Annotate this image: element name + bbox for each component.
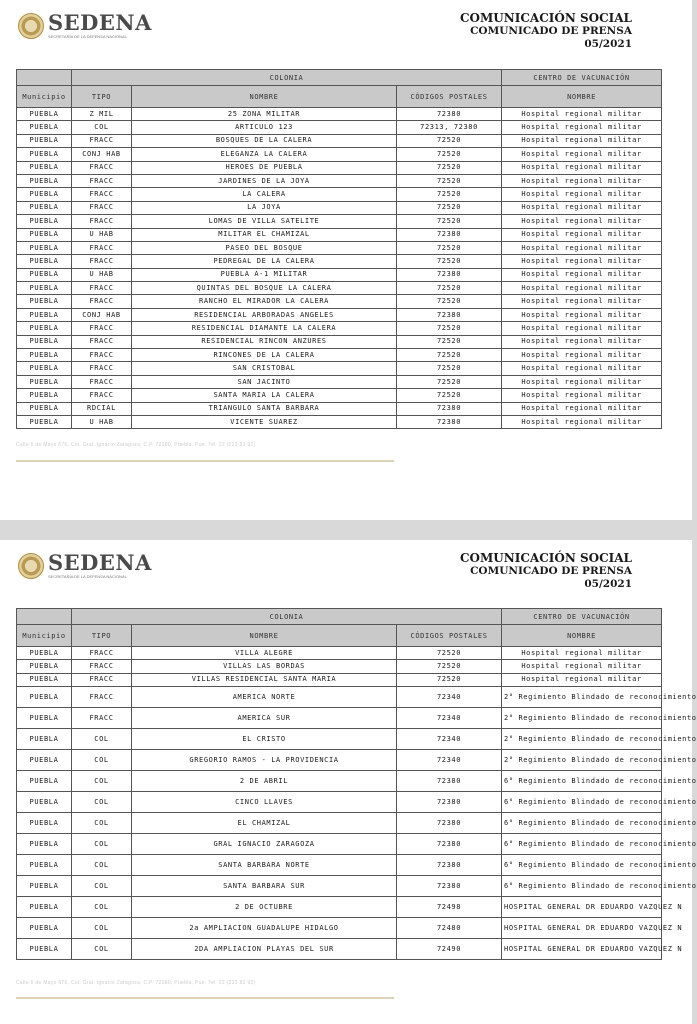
table-row bbox=[17, 673, 662, 686]
municipio-cell: PUEBLA bbox=[17, 161, 72, 174]
tipo-cell: COL bbox=[72, 729, 132, 750]
municipio-cell: PUEBLA bbox=[17, 188, 72, 201]
cp-cell: 72380 bbox=[397, 792, 502, 813]
footer-divider bbox=[16, 997, 394, 999]
header-line-2: COMUNICADO DE PRENSA bbox=[470, 565, 632, 577]
nombre-cell: PASEO DEL BOSQUE bbox=[132, 241, 397, 254]
sedena-logo bbox=[18, 552, 152, 579]
centro-cell: Hospital regional militar bbox=[502, 389, 662, 402]
tipo-cell: FRACC bbox=[72, 295, 132, 308]
table-row bbox=[17, 201, 662, 214]
tipo-cell: RDCIAL bbox=[72, 402, 132, 415]
nombre-cell: RESIDENCIAL DIAMANTE LA CALERA bbox=[132, 322, 397, 335]
tipo-cell: COL bbox=[72, 918, 132, 939]
table-row bbox=[17, 308, 662, 321]
tipo-cell: Z MIL bbox=[72, 108, 132, 121]
nombre-cell: SAN CRISTOBAL bbox=[132, 362, 397, 375]
table-row bbox=[17, 215, 662, 228]
tipo-cell: FRACC bbox=[72, 389, 132, 402]
cp-cell: 72520 bbox=[397, 295, 502, 308]
tipo-cell: COL bbox=[72, 834, 132, 855]
tipo-cell: CONJ HAB bbox=[72, 148, 132, 161]
centro-cell: Hospital regional militar bbox=[502, 134, 662, 147]
tipo-cell: CONJ HAB bbox=[72, 308, 132, 321]
tipo-cell: FRACC bbox=[72, 188, 132, 201]
header-blank bbox=[17, 70, 72, 86]
sedena-logo bbox=[18, 12, 152, 39]
nombre-cell: LA CALERA bbox=[132, 188, 397, 201]
centro-cell: 6° Regimiento Blindado de reconocimiento bbox=[502, 876, 662, 897]
nombre-cell: VILLAS RESIDENCIAL SANTA MARIA bbox=[132, 673, 397, 686]
cp-cell: 72380 bbox=[397, 855, 502, 876]
cp-cell: 72520 bbox=[397, 148, 502, 161]
cp-cell: 72520 bbox=[397, 362, 502, 375]
table-row bbox=[17, 335, 662, 348]
municipio-cell: PUEBLA bbox=[17, 792, 72, 813]
municipio-cell: PUEBLA bbox=[17, 855, 72, 876]
header-centro-nombre: NOMBRE bbox=[502, 625, 662, 647]
municipio-cell: PUEBLA bbox=[17, 708, 72, 729]
table-row bbox=[17, 939, 662, 960]
centro-cell: Hospital regional militar bbox=[502, 161, 662, 174]
municipio-cell: PUEBLA bbox=[17, 268, 72, 281]
cp-cell: 72520 bbox=[397, 134, 502, 147]
centro-cell: Hospital regional militar bbox=[502, 295, 662, 308]
cp-cell: 72380 bbox=[397, 108, 502, 121]
table-body bbox=[17, 108, 662, 429]
municipio-cell: PUEBLA bbox=[17, 897, 72, 918]
centro-cell: HOSPITAL GENERAL DR EDUARDO VAZQUEZ N bbox=[502, 897, 662, 918]
nombre-cell: SANTA BARBARA NORTE bbox=[132, 855, 397, 876]
header-centro-nombre: NOMBRE bbox=[502, 86, 662, 108]
municipio-cell: PUEBLA bbox=[17, 876, 72, 897]
logo-name: SEDENA bbox=[48, 550, 152, 575]
municipio-cell: PUEBLA bbox=[17, 134, 72, 147]
cp-cell: 72480 bbox=[397, 918, 502, 939]
nombre-cell: VILLAS LAS BORDAS bbox=[132, 660, 397, 673]
centro-cell: Hospital regional militar bbox=[502, 174, 662, 187]
municipio-cell: PUEBLA bbox=[17, 402, 72, 415]
header-nombre: NOMBRE bbox=[132, 86, 397, 108]
nombre-cell: EL CHAMIZAL bbox=[132, 813, 397, 834]
document-page-2 bbox=[0, 540, 697, 1024]
table-row bbox=[17, 362, 662, 375]
cp-cell: 72498 bbox=[397, 897, 502, 918]
table-row bbox=[17, 268, 662, 281]
tipo-cell: FRACC bbox=[72, 215, 132, 228]
tipo-cell: FRACC bbox=[72, 687, 132, 708]
nombre-cell: 2a AMPLIACION GUADALUPE HIDALGO bbox=[132, 918, 397, 939]
footer-address: Calle 5 de Mayo 676, Col. Gral. Ignacio Zaragoza, C.P. 72380, Puebla, Pue. Tel: 22 (223 82 92) bbox=[16, 980, 256, 986]
nombre-cell: TRIANGULO SANTA BARBARA bbox=[132, 402, 397, 415]
tipo-cell: COL bbox=[72, 855, 132, 876]
nombre-cell: QUINTAS DEL BOSQUE LA CALERA bbox=[132, 282, 397, 295]
nombre-cell: PEDREGAL DE LA CALERA bbox=[132, 255, 397, 268]
table-row bbox=[17, 148, 662, 161]
municipio-cell: PUEBLA bbox=[17, 673, 72, 686]
municipio-cell: PUEBLA bbox=[17, 241, 72, 254]
centro-cell: Hospital regional militar bbox=[502, 282, 662, 295]
nombre-cell: VILLA ALEGRE bbox=[132, 647, 397, 660]
nombre-cell: 2DA AMPLIACION PLAYAS DEL SUR bbox=[132, 939, 397, 960]
centro-cell: Hospital regional militar bbox=[502, 148, 662, 161]
table-row bbox=[17, 349, 662, 362]
municipio-cell: PUEBLA bbox=[17, 255, 72, 268]
table-row bbox=[17, 897, 662, 918]
header-municipio: Municipio bbox=[17, 625, 72, 647]
centro-cell: HOSPITAL GENERAL DR EDUARDO VAZQUEZ N bbox=[502, 939, 662, 960]
cp-cell: 72490 bbox=[397, 939, 502, 960]
nombre-cell: ELEGANZA LA CALERA bbox=[132, 148, 397, 161]
cp-cell: 72520 bbox=[397, 255, 502, 268]
tipo-cell: U HAB bbox=[72, 415, 132, 428]
municipio-cell: PUEBLA bbox=[17, 148, 72, 161]
table-row bbox=[17, 228, 662, 241]
cp-cell: 72380 bbox=[397, 228, 502, 241]
municipio-cell: PUEBLA bbox=[17, 335, 72, 348]
header-line-3: 05/2021 bbox=[584, 38, 632, 50]
table-row bbox=[17, 792, 662, 813]
centro-cell: 6° Regimiento Blindado de reconocimiento bbox=[502, 813, 662, 834]
table-row bbox=[17, 647, 662, 660]
centro-cell: 6° Regimiento Blindado de reconocimiento bbox=[502, 771, 662, 792]
tipo-cell: FRACC bbox=[72, 134, 132, 147]
table-row bbox=[17, 188, 662, 201]
header-centro: CENTRO DE VACUNACIÓN bbox=[502, 70, 662, 86]
table-row bbox=[17, 918, 662, 939]
centro-cell: 6° Regimiento Blindado de reconocimiento bbox=[502, 834, 662, 855]
tipo-cell: COL bbox=[72, 750, 132, 771]
municipio-cell: PUEBLA bbox=[17, 295, 72, 308]
tipo-cell: FRACC bbox=[72, 647, 132, 660]
cp-cell: 72520 bbox=[397, 174, 502, 187]
cp-cell: 72520 bbox=[397, 322, 502, 335]
logo-name: SEDENA bbox=[48, 10, 152, 35]
header-tipo: TIPO bbox=[72, 86, 132, 108]
nombre-cell: LA JOYA bbox=[132, 201, 397, 214]
cp-cell: 72380 bbox=[397, 402, 502, 415]
vaccination-table bbox=[16, 608, 697, 960]
header-centro: CENTRO DE VACUNACIÓN bbox=[502, 609, 662, 625]
header-line-1: COMUNICACIÓN SOCIAL bbox=[460, 11, 632, 25]
cp-cell: 72520 bbox=[397, 349, 502, 362]
centro-cell: Hospital regional militar bbox=[502, 673, 662, 686]
tipo-cell: FRACC bbox=[72, 174, 132, 187]
tipo-cell: FRACC bbox=[72, 282, 132, 295]
header-line-3: 05/2021 bbox=[584, 578, 632, 590]
cp-cell: 72520 bbox=[397, 215, 502, 228]
centro-cell: 6° Regimiento Blindado de reconocimiento bbox=[502, 855, 662, 876]
nombre-cell: GREGORIO RAMOS - LA PROVIDENCIA bbox=[132, 750, 397, 771]
table-row bbox=[17, 855, 662, 876]
tipo-cell: U HAB bbox=[72, 268, 132, 281]
nombre-cell: MILITAR EL CHAMIZAL bbox=[132, 228, 397, 241]
tipo-cell: FRACC bbox=[72, 349, 132, 362]
centro-cell: Hospital regional militar bbox=[502, 375, 662, 388]
centro-cell: HOSPITAL GENERAL DR EDUARDO VAZQUEZ N bbox=[502, 918, 662, 939]
municipio-cell: PUEBLA bbox=[17, 349, 72, 362]
nombre-cell: PUEBLA A-1 MILITAR bbox=[132, 268, 397, 281]
cp-cell: 72340 bbox=[397, 750, 502, 771]
tipo-cell: FRACC bbox=[72, 322, 132, 335]
header-blank bbox=[17, 609, 72, 625]
tipo-cell: FRACC bbox=[72, 335, 132, 348]
centro-cell: Hospital regional militar bbox=[502, 362, 662, 375]
header-cp: CÓDIGOS POSTALES bbox=[397, 625, 502, 647]
table-row bbox=[17, 687, 662, 708]
tipo-cell: FRACC bbox=[72, 673, 132, 686]
tipo-cell: COL bbox=[72, 771, 132, 792]
cp-cell: 72340 bbox=[397, 687, 502, 708]
nombre-cell: SAN JACINTO bbox=[132, 375, 397, 388]
municipio-cell: PUEBLA bbox=[17, 771, 72, 792]
table-row bbox=[17, 813, 662, 834]
centro-cell: 6° Regimiento Blindado de reconocimiento bbox=[502, 792, 662, 813]
municipio-cell: PUEBLA bbox=[17, 729, 72, 750]
nombre-cell: 2 DE ABRIL bbox=[132, 771, 397, 792]
nombre-cell: JARDINES DE LA JOYA bbox=[132, 174, 397, 187]
municipio-cell: PUEBLA bbox=[17, 918, 72, 939]
centro-cell: Hospital regional militar bbox=[502, 188, 662, 201]
centro-cell: Hospital regional militar bbox=[502, 349, 662, 362]
municipio-cell: PUEBLA bbox=[17, 282, 72, 295]
centro-cell: 2° Regimiento Blindado de reconocimiento bbox=[502, 750, 662, 771]
tipo-cell: FRACC bbox=[72, 708, 132, 729]
municipio-cell: PUEBLA bbox=[17, 174, 72, 187]
logo-subtitle: SECRETARÍA DE LA DEFENSA NACIONAL bbox=[48, 34, 127, 39]
centro-cell: Hospital regional militar bbox=[502, 308, 662, 321]
centro-cell: Hospital regional militar bbox=[502, 255, 662, 268]
cp-cell: 72520 bbox=[397, 282, 502, 295]
table-row bbox=[17, 282, 662, 295]
centro-cell: Hospital regional militar bbox=[502, 322, 662, 335]
municipio-cell: PUEBLA bbox=[17, 362, 72, 375]
nombre-cell: HEROES DE PUEBLA bbox=[132, 161, 397, 174]
municipio-cell: PUEBLA bbox=[17, 108, 72, 121]
tipo-cell: FRACC bbox=[72, 241, 132, 254]
tipo-cell: FRACC bbox=[72, 201, 132, 214]
tipo-cell: COL bbox=[72, 813, 132, 834]
press-header bbox=[460, 12, 632, 51]
nombre-cell: SANTA MARIA LA CALERA bbox=[132, 389, 397, 402]
cp-cell: 72380 bbox=[397, 771, 502, 792]
centro-cell: Hospital regional militar bbox=[502, 121, 662, 134]
municipio-cell: PUEBLA bbox=[17, 687, 72, 708]
table-row bbox=[17, 771, 662, 792]
centro-cell: Hospital regional militar bbox=[502, 201, 662, 214]
header-municipio: Municipio bbox=[17, 86, 72, 108]
nombre-cell: 25 ZONA MILITAR bbox=[132, 108, 397, 121]
centro-cell: 2° Regimiento Blindado de reconocimiento bbox=[502, 708, 662, 729]
centro-cell: Hospital regional militar bbox=[502, 108, 662, 121]
cp-cell: 72340 bbox=[397, 729, 502, 750]
footer-divider bbox=[16, 460, 394, 462]
tipo-cell: FRACC bbox=[72, 375, 132, 388]
municipio-cell: PUEBLA bbox=[17, 939, 72, 960]
centro-cell: Hospital regional militar bbox=[502, 335, 662, 348]
municipio-cell: PUEBLA bbox=[17, 834, 72, 855]
tipo-cell: COL bbox=[72, 121, 132, 134]
national-seal-icon bbox=[18, 553, 44, 579]
table-row bbox=[17, 876, 662, 897]
centro-cell: 2° Regimiento Blindado de reconocimiento bbox=[502, 687, 662, 708]
centro-cell: Hospital regional militar bbox=[502, 268, 662, 281]
table-row bbox=[17, 121, 662, 134]
cp-cell: 72340 bbox=[397, 708, 502, 729]
tipo-cell: FRACC bbox=[72, 660, 132, 673]
national-seal-icon bbox=[18, 13, 44, 39]
table-row bbox=[17, 415, 662, 428]
tipo-cell: FRACC bbox=[72, 362, 132, 375]
press-header bbox=[460, 552, 632, 591]
nombre-cell: ARTICULO 123 bbox=[132, 121, 397, 134]
centro-cell: Hospital regional militar bbox=[502, 228, 662, 241]
table-row bbox=[17, 322, 662, 335]
municipio-cell: PUEBLA bbox=[17, 228, 72, 241]
tipo-cell: COL bbox=[72, 876, 132, 897]
vaccination-table bbox=[16, 69, 662, 429]
municipio-cell: PUEBLA bbox=[17, 660, 72, 673]
nombre-cell: GRAL IGNACIO ZARAGOZA bbox=[132, 834, 397, 855]
municipio-cell: PUEBLA bbox=[17, 647, 72, 660]
footer-address: Calle 5 de Mayo 676, Col. Gral. Ignacio Zaragoza, C.P. 72380, Puebla, Pue. Tel: 22 (223 82 92) bbox=[16, 442, 256, 448]
nombre-cell: RESIDENCIAL ARBORADAS ANGELES bbox=[132, 308, 397, 321]
nombre-cell: RESIDENCIAL RINCON ANZURES bbox=[132, 335, 397, 348]
municipio-cell: PUEBLA bbox=[17, 121, 72, 134]
centro-cell: 2° Regimiento Blindado de reconocimiento bbox=[502, 729, 662, 750]
cp-cell: 72520 bbox=[397, 335, 502, 348]
nombre-cell: CINCO LLAVES bbox=[132, 792, 397, 813]
tipo-cell: COL bbox=[72, 897, 132, 918]
header-line-1: COMUNICACIÓN SOCIAL bbox=[460, 551, 632, 565]
cp-cell: 72520 bbox=[397, 673, 502, 686]
cp-cell: 72380 bbox=[397, 876, 502, 897]
cp-cell: 72520 bbox=[397, 161, 502, 174]
table-row bbox=[17, 174, 662, 187]
cp-cell: 72313, 72380 bbox=[397, 121, 502, 134]
cp-cell: 72380 bbox=[397, 308, 502, 321]
nombre-cell: EL CRISTO bbox=[132, 729, 397, 750]
header-colonia: COLONIA bbox=[72, 70, 502, 86]
header-colonia: COLONIA bbox=[72, 609, 502, 625]
municipio-cell: PUEBLA bbox=[17, 322, 72, 335]
centro-cell: Hospital regional militar bbox=[502, 415, 662, 428]
table-row bbox=[17, 402, 662, 415]
nombre-cell: AMERICA SUR bbox=[132, 708, 397, 729]
nombre-cell: RANCHO EL MIRADOR LA CALERA bbox=[132, 295, 397, 308]
table-row bbox=[17, 134, 662, 147]
table-body bbox=[17, 647, 697, 960]
centro-cell: Hospital regional militar bbox=[502, 647, 662, 660]
nombre-cell: VICENTE SUAREZ bbox=[132, 415, 397, 428]
cp-cell: 72520 bbox=[397, 188, 502, 201]
header-cp: CÓDIGOS POSTALES bbox=[397, 86, 502, 108]
tipo-cell: COL bbox=[72, 792, 132, 813]
nombre-cell: 2 DE OCTUBRE bbox=[132, 897, 397, 918]
municipio-cell: PUEBLA bbox=[17, 215, 72, 228]
nombre-cell: SANTA BARBARA SUR bbox=[132, 876, 397, 897]
nombre-cell: LOMAS DE VILLA SATELITE bbox=[132, 215, 397, 228]
logo-subtitle: SECRETARÍA DE LA DEFENSA NACIONAL bbox=[48, 574, 127, 579]
table-row bbox=[17, 750, 662, 771]
municipio-cell: PUEBLA bbox=[17, 201, 72, 214]
nombre-cell: BOSQUES DE LA CALERA bbox=[132, 134, 397, 147]
table-row bbox=[17, 660, 662, 673]
tipo-cell: FRACC bbox=[72, 161, 132, 174]
header-tipo: TIPO bbox=[72, 625, 132, 647]
cp-cell: 72520 bbox=[397, 241, 502, 254]
cp-cell: 72520 bbox=[397, 660, 502, 673]
cp-cell: 72380 bbox=[397, 834, 502, 855]
table-row bbox=[17, 295, 662, 308]
municipio-cell: PUEBLA bbox=[17, 389, 72, 402]
municipio-cell: PUEBLA bbox=[17, 308, 72, 321]
nombre-cell: RINCONES DE LA CALERA bbox=[132, 349, 397, 362]
table-row bbox=[17, 834, 662, 855]
tipo-cell: FRACC bbox=[72, 255, 132, 268]
municipio-cell: PUEBLA bbox=[17, 375, 72, 388]
table-row bbox=[17, 255, 662, 268]
centro-cell: Hospital regional militar bbox=[502, 241, 662, 254]
table-row bbox=[17, 161, 662, 174]
centro-cell: Hospital regional militar bbox=[502, 402, 662, 415]
cp-cell: 72520 bbox=[397, 375, 502, 388]
table-row bbox=[17, 241, 662, 254]
header-line-2: COMUNICADO DE PRENSA bbox=[470, 25, 632, 37]
cp-cell: 72520 bbox=[397, 201, 502, 214]
cp-cell: 72380 bbox=[397, 268, 502, 281]
table-row bbox=[17, 729, 662, 750]
tipo-cell: COL bbox=[72, 939, 132, 960]
tipo-cell: U HAB bbox=[72, 228, 132, 241]
nombre-cell: AMERICA NORTE bbox=[132, 687, 397, 708]
cp-cell: 72520 bbox=[397, 647, 502, 660]
municipio-cell: PUEBLA bbox=[17, 750, 72, 771]
table-row bbox=[17, 375, 662, 388]
centro-cell: Hospital regional militar bbox=[502, 215, 662, 228]
municipio-cell: PUEBLA bbox=[17, 415, 72, 428]
table-row bbox=[17, 108, 662, 121]
cp-cell: 72380 bbox=[397, 415, 502, 428]
cp-cell: 72380 bbox=[397, 813, 502, 834]
cp-cell: 72520 bbox=[397, 389, 502, 402]
header-nombre: NOMBRE bbox=[132, 625, 397, 647]
table-row bbox=[17, 389, 662, 402]
table-row bbox=[17, 708, 662, 729]
centro-cell: Hospital regional militar bbox=[502, 660, 662, 673]
municipio-cell: PUEBLA bbox=[17, 813, 72, 834]
